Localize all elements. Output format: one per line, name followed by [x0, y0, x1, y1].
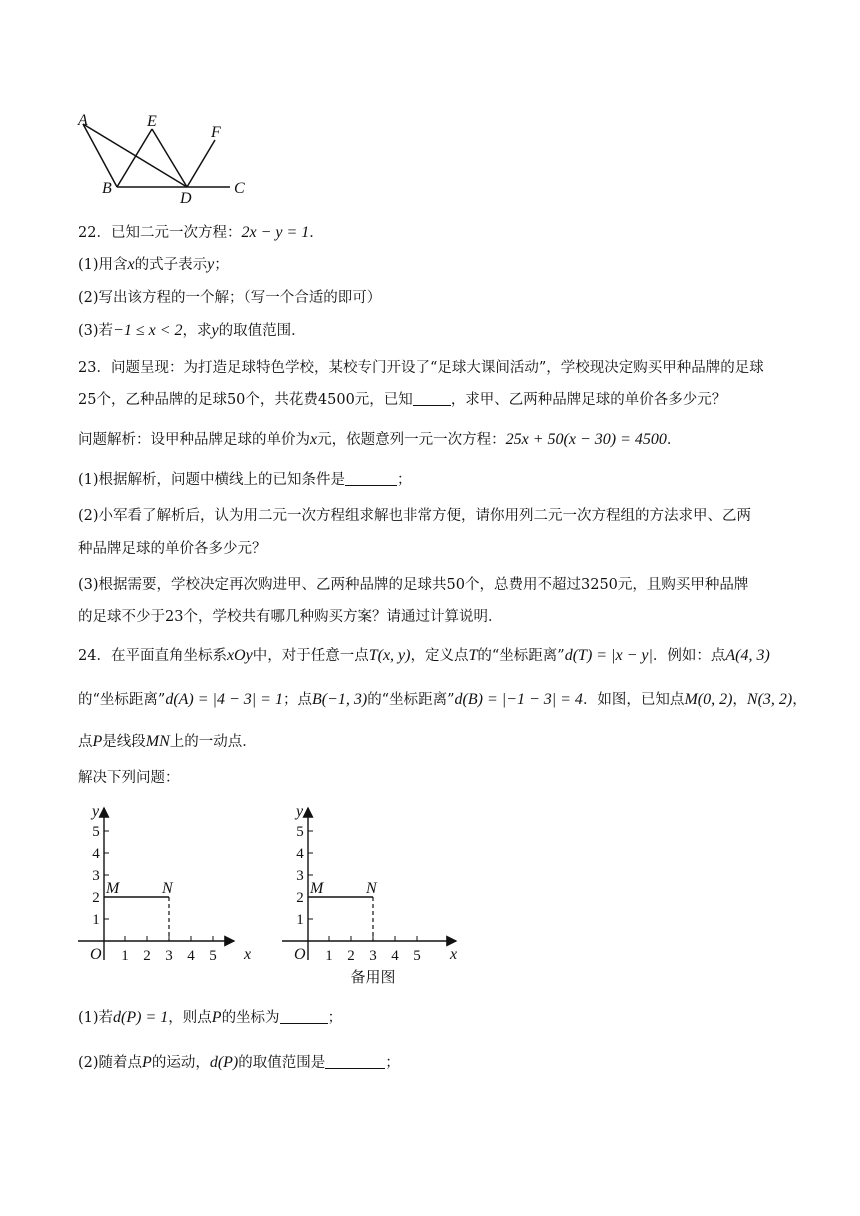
segment-ad: [83, 124, 187, 187]
label-f: F: [211, 124, 221, 141]
y-tick-1: 1: [92, 912, 100, 928]
x-tick-1: 1: [325, 948, 333, 964]
segment-df: [187, 140, 215, 187]
x-tick-4: 4: [187, 948, 195, 964]
x-tick-2: 2: [347, 948, 355, 964]
q23-line-3: 问题解析：设甲种品牌足球的单价为x元，依题意列一元一次方程：25x + 50(x − 30) = 4500．: [78, 431, 682, 448]
q24-part-2: (2)随着点P的运动，d(P)的取值范围是 ；: [78, 1054, 400, 1071]
label-d: D: [180, 190, 192, 205]
y-tick-1: 1: [296, 912, 304, 928]
y-tick-4: 4: [296, 846, 304, 862]
graph-caption: 备用图: [350, 968, 396, 986]
x-tick-3: 3: [165, 948, 173, 964]
x-tick-1: 1: [121, 948, 129, 964]
x-tick-3: 3: [369, 948, 377, 964]
q23-part-2-line-2: 种品牌足球的单价各多少元？: [78, 541, 267, 557]
point-n-label: N: [162, 880, 173, 897]
q23-line-1: 23．问题呈现：为打造足球特色学校，某校专门开设了“足球大课间活动”，学校现决定购买甲种品牌的足球: [78, 360, 764, 376]
x-tick-5: 5: [209, 948, 217, 964]
geometry-figure: [70, 105, 260, 205]
y-axis-label: y: [296, 803, 304, 820]
q22-part-3: (3)若−1 ≤ x < 2，求y的取值范围．: [78, 322, 306, 339]
answer-blank[interactable]: [413, 391, 451, 406]
label-e: E: [147, 113, 157, 130]
y-tick-2: 2: [92, 890, 100, 906]
q24-part-1: (1)若d(P) = 1，则点P的坐标为 ；: [78, 1009, 343, 1026]
x-tick-5: 5: [413, 948, 421, 964]
y-tick-5: 5: [92, 824, 100, 840]
segment-be: [117, 129, 152, 187]
label-a: A: [78, 112, 88, 129]
q22-equation: 2x − y = 1: [241, 224, 310, 241]
q22-title: 22．已知二元一次方程：2x − y = 1．: [78, 224, 324, 241]
x-axis-label: x: [244, 946, 252, 963]
y-tick-3: 3: [296, 868, 304, 884]
answer-blank[interactable]: [325, 1054, 385, 1069]
q22-part-1: (1)用含x的式子表示y；: [78, 256, 229, 273]
q23-line-2: 25个，乙种品牌的足球50个，共花费4500元，已知 ，求甲、乙两种品牌足球的单价各多少元？: [78, 392, 727, 408]
point-n-label: N: [366, 880, 377, 897]
coordinate-graph-backup: [276, 800, 466, 990]
q24-line-3: 点P是线段MN上的一动点．: [78, 733, 257, 750]
y-axis-label: y: [92, 803, 100, 820]
q23-equation: 25x + 50(x − 30) = 4500: [505, 431, 667, 448]
answer-blank[interactable]: [280, 1009, 328, 1024]
q22-part-2: (2)写出该方程的一个解；（写一个合适的即可）: [78, 290, 382, 306]
y-tick-4: 4: [92, 846, 100, 862]
label-c: C: [234, 180, 245, 197]
segment-ed: [152, 129, 187, 187]
q23-part-3-line-2: 的足球不少于23个，学校共有哪几种购买方案？请通过计算说明．: [78, 609, 503, 625]
q23-part-2-line-1: (2)小军看了解析后，认为用二元一次方程组求解也非常方便，请你用列二元一次方程组的方法求甲、乙两: [78, 508, 752, 524]
q24-line-1: 24．在平面直角坐标系xOy中，对于任意一点T(x, y)，定义点T的“坐标距离”d(T) = |x − y|．例如：点A(4, 3): [78, 647, 770, 664]
point-m-label: M: [106, 880, 120, 897]
x-tick-4: 4: [391, 948, 399, 964]
origin-label: O: [90, 946, 102, 963]
coordinate-graph: [72, 800, 262, 970]
y-tick-3: 3: [92, 868, 100, 884]
y-tick-5: 5: [296, 824, 304, 840]
origin-label: O: [294, 946, 306, 963]
answer-blank[interactable]: [345, 471, 397, 486]
x-tick-2: 2: [143, 948, 151, 964]
y-tick-2: 2: [296, 890, 304, 906]
q23-part-3-line-1: (3)根据需要，学校决定再次购进甲、乙两种品牌的足球共50个，总费用不超过3250元，且购买甲种品牌: [78, 577, 749, 593]
label-b: B: [102, 180, 112, 197]
x-axis-label: x: [450, 946, 458, 963]
q23-part-1: (1)根据解析，问题中横线上的已知条件是 ；: [78, 472, 412, 488]
q24-line-2: 的“坐标距离”d(A) = |4 − 3| = 1；点B(−1, 3)的“坐标距离”d(B) = |−1 − 3| = 4．如图，已知点M(0, 2)，N(3, 2)，: [78, 691, 807, 708]
q24-solve: 解决下列问题：: [78, 770, 180, 786]
point-m-label: M: [310, 880, 324, 897]
